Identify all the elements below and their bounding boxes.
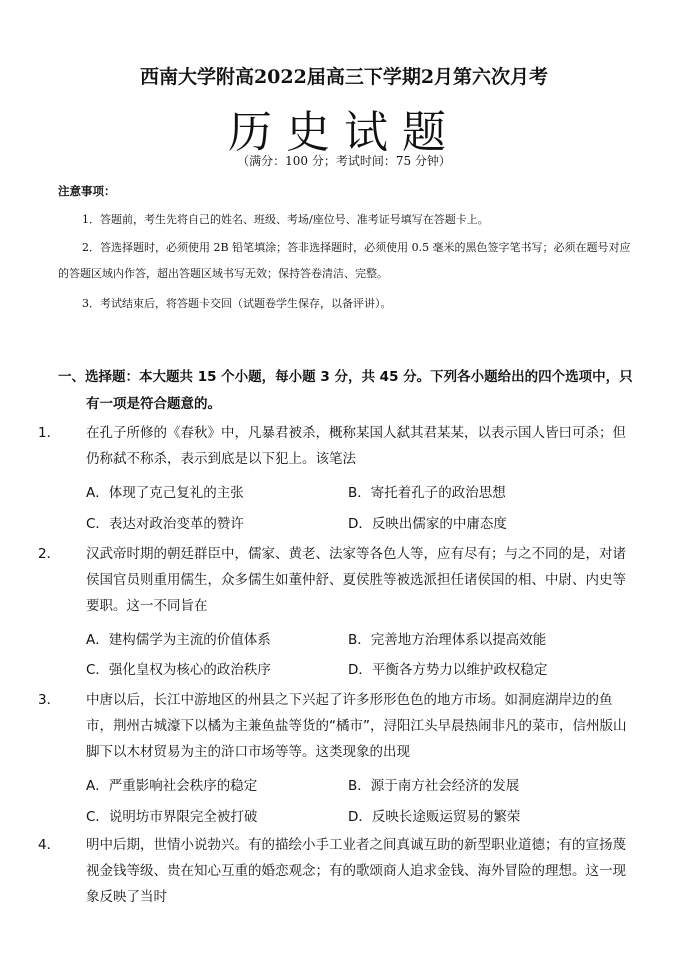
question-1-options — [86, 481, 636, 541]
option-c[interactable]: C．表达对政治变革的赞许 — [86, 516, 244, 532]
notice-item-2: 2．答选择题时，必须使用 2B 铅笔填涂；答非选择题时，必须使用 0.5 毫米的黑色签字笔书写；必须在题号对应的答题区域内作答，超出答题区域书写无效；保持答卷清洁、完整。 — [58, 241, 631, 280]
question-stem: 汉武帝时期的朝廷群臣中，儒家、黄老、法家等各色人等，应有尽有；与之不同的是，对诸侯国官员则重用儒生，众多儒生如董仲舒、夏侯胜等被选派担任诸侯国的相、中尉、内史等要职。这一不同旨在 — [86, 546, 626, 614]
school-title: 西南大学附高2022届高三下学期2月第六次月考 — [139, 66, 549, 88]
option-b[interactable]: B．寄托着孔子的政治思想 — [348, 485, 506, 501]
question-2-options — [86, 628, 636, 688]
option-a[interactable]: A．建构儒学为主流的价值体系 — [86, 632, 271, 648]
question-1 — [38, 420, 636, 472]
question-number: 3． — [38, 692, 61, 708]
question-2 — [38, 541, 636, 619]
question-stem: 中唐以后，长江中游地区的州县之下兴起了许多形形色色的地方市场。如洞庭湖岸边的鱼市，荆州古城濠下以橘为主兼鱼盐等货的“橘市”，浔阳江头早晨热闹非凡的菜市，信州版山脚下以木材贸易为主的浒口市场等等。这类现象的出现 — [86, 692, 627, 760]
page-title: 历史试题 — [228, 107, 460, 158]
score-time-line: （满分：100 分；考试时间：75 分钟） — [237, 154, 451, 168]
question-4 — [38, 832, 636, 910]
question-3-options — [86, 774, 636, 834]
option-a[interactable]: A．体现了克己复礼的主张 — [86, 485, 244, 501]
option-d[interactable]: D．反映长途贩运贸易的繁荣 — [348, 809, 521, 825]
question-3 — [38, 687, 636, 765]
option-c[interactable]: C．说明坊市界限完全被打破 — [86, 809, 258, 825]
question-number: 2． — [38, 546, 61, 562]
option-b[interactable]: B．完善地方治理体系以提高效能 — [348, 632, 547, 648]
option-a[interactable]: A．严重影响社会秩序的稳定 — [86, 778, 258, 794]
question-number: 1． — [38, 425, 61, 441]
question-stem: 在孔子所修的《春秋》中，凡暴君被杀，概称某国人弑其君某某，以表示国人皆曰可杀；但仍称弑不称杀，表示到底是以下犯上。该笔法 — [86, 425, 626, 467]
question-stem: 明中后期，世情小说勃兴。有的描绘小手工业者之间真诚互助的新型职业道德；有的宣扬蔑视金钱等级、贵在知心互重的婚恋观念；有的歌颂商人追求金钱、海外冒险的理想。这一现象反映了当时 — [86, 837, 626, 905]
notice-item-3: 3．考试结束后，将答题卡交回（试题卷学生保存，以备评讲）。 — [82, 297, 392, 310]
option-c[interactable]: C．强化皇权为核心的政治秩序 — [86, 662, 271, 678]
option-d[interactable]: D．反映出儒家的中庸态度 — [348, 516, 507, 532]
section-heading-line-2: 有一项是符合题意的。 — [86, 396, 221, 412]
section-heading — [58, 364, 636, 418]
notice-heading: 注意事项： — [58, 184, 116, 198]
section-heading-line-1: 一、选择题：本大题共 15 个小题，每小题 3 分，共 45 分。下列各小题给出的四个选项中，只 — [58, 369, 633, 385]
option-d[interactable]: D．平衡各方势力以维护政权稳定 — [348, 662, 548, 678]
question-number: 4． — [38, 837, 61, 853]
notice-item-1: 1．答题前，考生先将自己的姓名、班级、考场/座位号、准考证号填写在答题卡上。 — [82, 213, 489, 226]
option-b[interactable]: B．源于南方社会经济的发展 — [348, 778, 520, 794]
